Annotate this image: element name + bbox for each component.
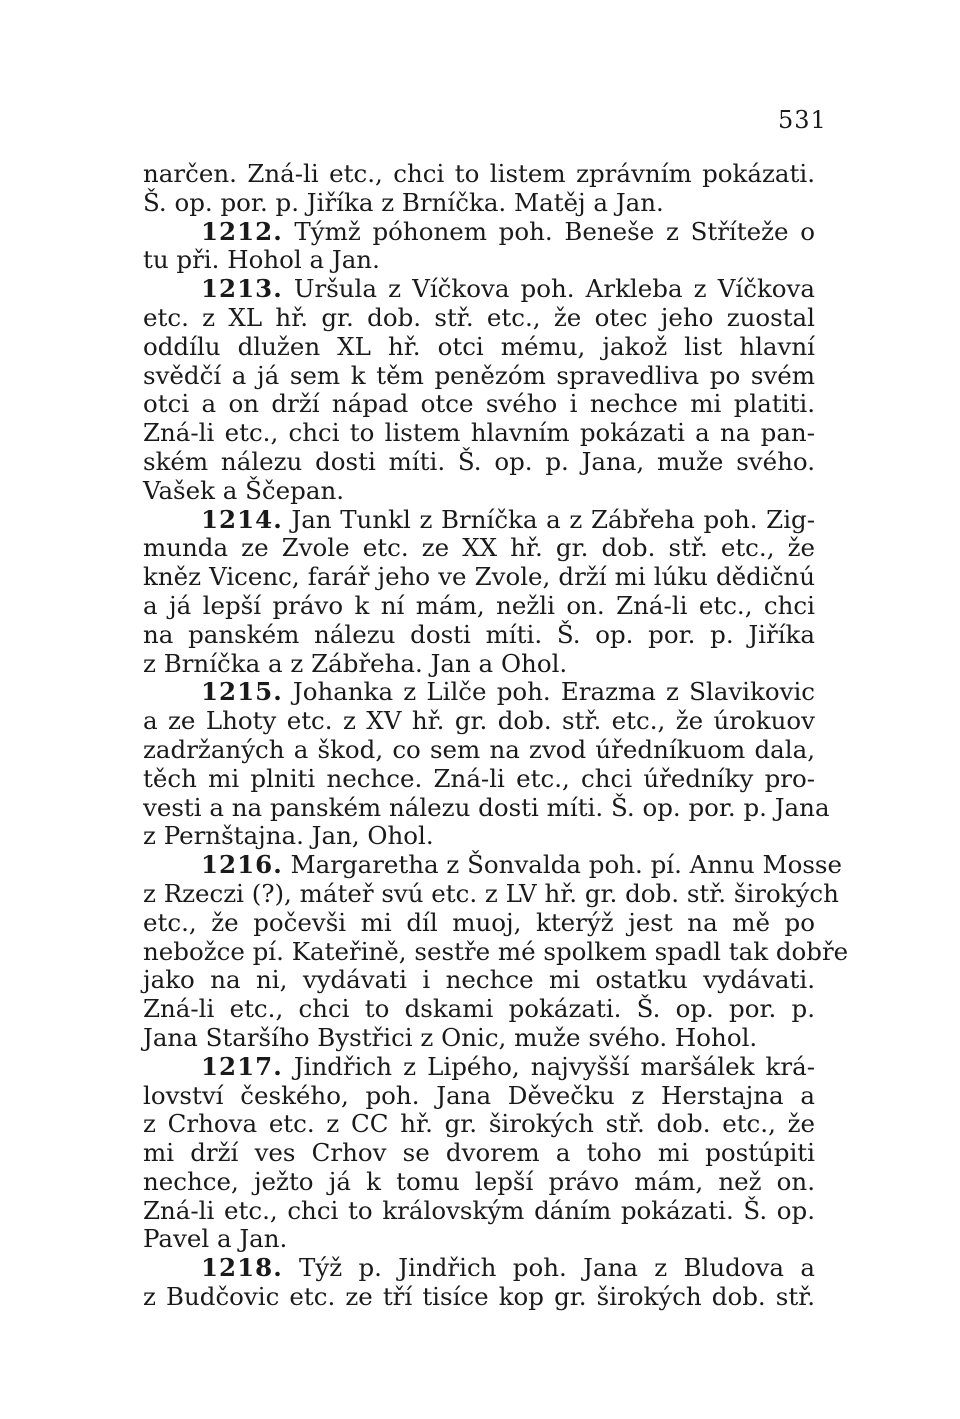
line-text: Š. op. por. p. Jiříka z Brníčka. Matěj a Jan. xyxy=(143,187,664,217)
line-text: Uršula z Víčkova poh. Arkleba z Víčkova xyxy=(282,274,815,304)
line-text: etc., že počevši mi díl muoj, kterýž jest na mě po xyxy=(143,907,815,937)
text-line xyxy=(143,246,815,275)
text-line xyxy=(143,362,815,391)
line-text: ském nálezu dosti míti. Š. op. p. Jana, muže svého. xyxy=(143,446,815,476)
line-text: lovství českého, poh. Jana Děvečku z Herstajna a xyxy=(143,1080,815,1110)
line-text: munda ze Zvole etc. ze XX hř. gr. dob. stř. etc., že xyxy=(143,533,815,563)
line-text: z Crhova etc. z CC hř. gr. širokých stř. dob. etc., že xyxy=(143,1109,815,1139)
line-text: z Pernštajna. Jan, Ohol. xyxy=(143,821,434,851)
text-line xyxy=(143,506,815,535)
text-line xyxy=(143,765,815,794)
page-number: 531 xyxy=(778,106,827,134)
line-text: Týž p. Jindřich poh. Jana z Bludova a xyxy=(282,1253,815,1283)
line-text: Jan Tunkl z Brníčka a z Zábřeha poh. Zig- xyxy=(282,504,815,534)
entry-number: 1213. xyxy=(201,274,283,304)
text-line xyxy=(143,1053,815,1082)
text-line xyxy=(143,1024,815,1053)
line-text: a ze Lhoty etc. z XV hř. gr. dob. stř. etc., že úrokuov xyxy=(143,706,815,736)
text-line xyxy=(143,621,815,650)
text-line xyxy=(143,1110,815,1139)
text-line xyxy=(143,792,830,823)
line-text: Zná-li etc., chci to královským dáním pokázati. Š. op. xyxy=(143,1195,815,1225)
line-text: vesti a na panském nálezu dosti míti. Š. op. por. p. Jana xyxy=(143,792,830,822)
text-line xyxy=(143,160,815,189)
text-line xyxy=(143,304,815,333)
text-line xyxy=(143,1139,815,1168)
line-text: Jindřich z Lipého, najvyšší maršálek krá- xyxy=(282,1051,815,1081)
text-line xyxy=(143,1168,815,1197)
line-text: Pavel a Jan. xyxy=(143,1224,288,1254)
line-text: nebožce pí. Kateřině, sestře mé spolkem spadl tak dobře xyxy=(143,936,849,966)
line-text: mi drží ves Crhov se dvorem a toho mi postúpiti xyxy=(143,1138,815,1168)
entry-number: 1217. xyxy=(201,1051,283,1081)
text-line xyxy=(143,477,815,506)
line-text: Zná-li etc., chci to dskami pokázati. Š. op. por. p. xyxy=(143,994,815,1024)
line-text: Vašek a Ščepan. xyxy=(143,475,345,505)
line-text: otci a on drží nápad otce svého i nechce mi platiti. xyxy=(143,389,815,419)
line-text: oddílu dlužen XL hř. otci mému, jakož list hlavní xyxy=(143,331,815,361)
line-text: a já lepší právo k ní mám, nežli on. Zná-li etc., chci xyxy=(143,590,815,620)
text-line xyxy=(143,218,815,247)
line-text: z Brníčka a z Zábřeha. Jan a Ohol. xyxy=(143,648,568,678)
line-text: jako na ni, vydávati i nechce mi ostatku vydávati. xyxy=(143,965,815,995)
text-line xyxy=(143,1283,815,1312)
line-text: zadržaných a škod, co sem na zvod úředníkuom dala, xyxy=(143,734,815,764)
text-line xyxy=(143,966,815,995)
line-text: z Rzeczi (?), máteř svú etc. z LV hř. gr. dob. stř. širokých xyxy=(143,878,839,908)
text-line xyxy=(143,936,849,967)
line-text: kněz Vicenc, farář jeho ve Zvole, drží mi lúku dědičnú xyxy=(143,562,815,592)
text-line xyxy=(143,563,815,592)
line-text: nechce, ježto já k tomu lepší právo mám, než on. xyxy=(143,1166,815,1196)
line-text: Johanka z Lilče poh. Erazma z Slavikovic xyxy=(282,677,815,707)
line-text: svědčí a já sem k těm penězóm spravedliva po svém xyxy=(143,360,815,390)
text-line xyxy=(143,1197,815,1226)
line-text: z Budčovic etc. ze tří tisíce kop gr. širokých dob. stř. xyxy=(143,1282,815,1312)
text-line xyxy=(143,995,815,1024)
text-line xyxy=(143,678,815,707)
text-line xyxy=(143,390,815,419)
text-line xyxy=(143,534,815,563)
line-text: Jana Staršího Bystřici z Onic, muže svého. Hohol. xyxy=(143,1022,758,1052)
entry-number: 1216. xyxy=(201,850,283,880)
line-text: tu při. Hohol a Jan. xyxy=(143,245,380,275)
entry-number: 1212. xyxy=(201,216,283,246)
entry-number: 1214. xyxy=(201,504,283,534)
line-text: Týmž póhonem poh. Beneše z Stříteže o xyxy=(282,216,815,246)
text-line xyxy=(143,822,815,851)
text-line xyxy=(143,189,815,218)
text-line xyxy=(143,1254,815,1283)
line-text: těch mi plniti nechce. Zná-li etc., chci úředníky pro- xyxy=(143,763,815,793)
text-line xyxy=(143,650,815,679)
entry-number: 1218. xyxy=(201,1253,283,1283)
line-text: Zná-li etc., chci to listem hlavním pokázati a na pan- xyxy=(143,418,815,448)
text-line xyxy=(143,707,815,736)
text-line xyxy=(143,448,815,477)
text-line xyxy=(143,850,842,880)
text-line xyxy=(143,419,815,448)
text-line xyxy=(143,1082,815,1111)
line-text: Margaretha z Šonvalda poh. pí. Annu Mosse xyxy=(282,850,842,880)
text-line xyxy=(143,736,815,765)
text-line xyxy=(143,333,815,362)
text-line xyxy=(143,878,839,909)
text-line xyxy=(143,1225,815,1254)
line-text: narčen. Zná-li etc., chci to listem zprávním pokázati. xyxy=(143,159,815,188)
line-text: etc. z XL hř. gr. dob. stř. etc., že otec jeho zuostal xyxy=(143,302,815,332)
text-line xyxy=(143,909,815,938)
body-text xyxy=(143,159,849,1312)
text-line xyxy=(143,275,815,304)
text-line xyxy=(143,592,815,621)
line-text: na panském nálezu dosti míti. Š. op. por. p. Jiříka xyxy=(143,619,815,649)
entry-number: 1215. xyxy=(201,677,283,707)
